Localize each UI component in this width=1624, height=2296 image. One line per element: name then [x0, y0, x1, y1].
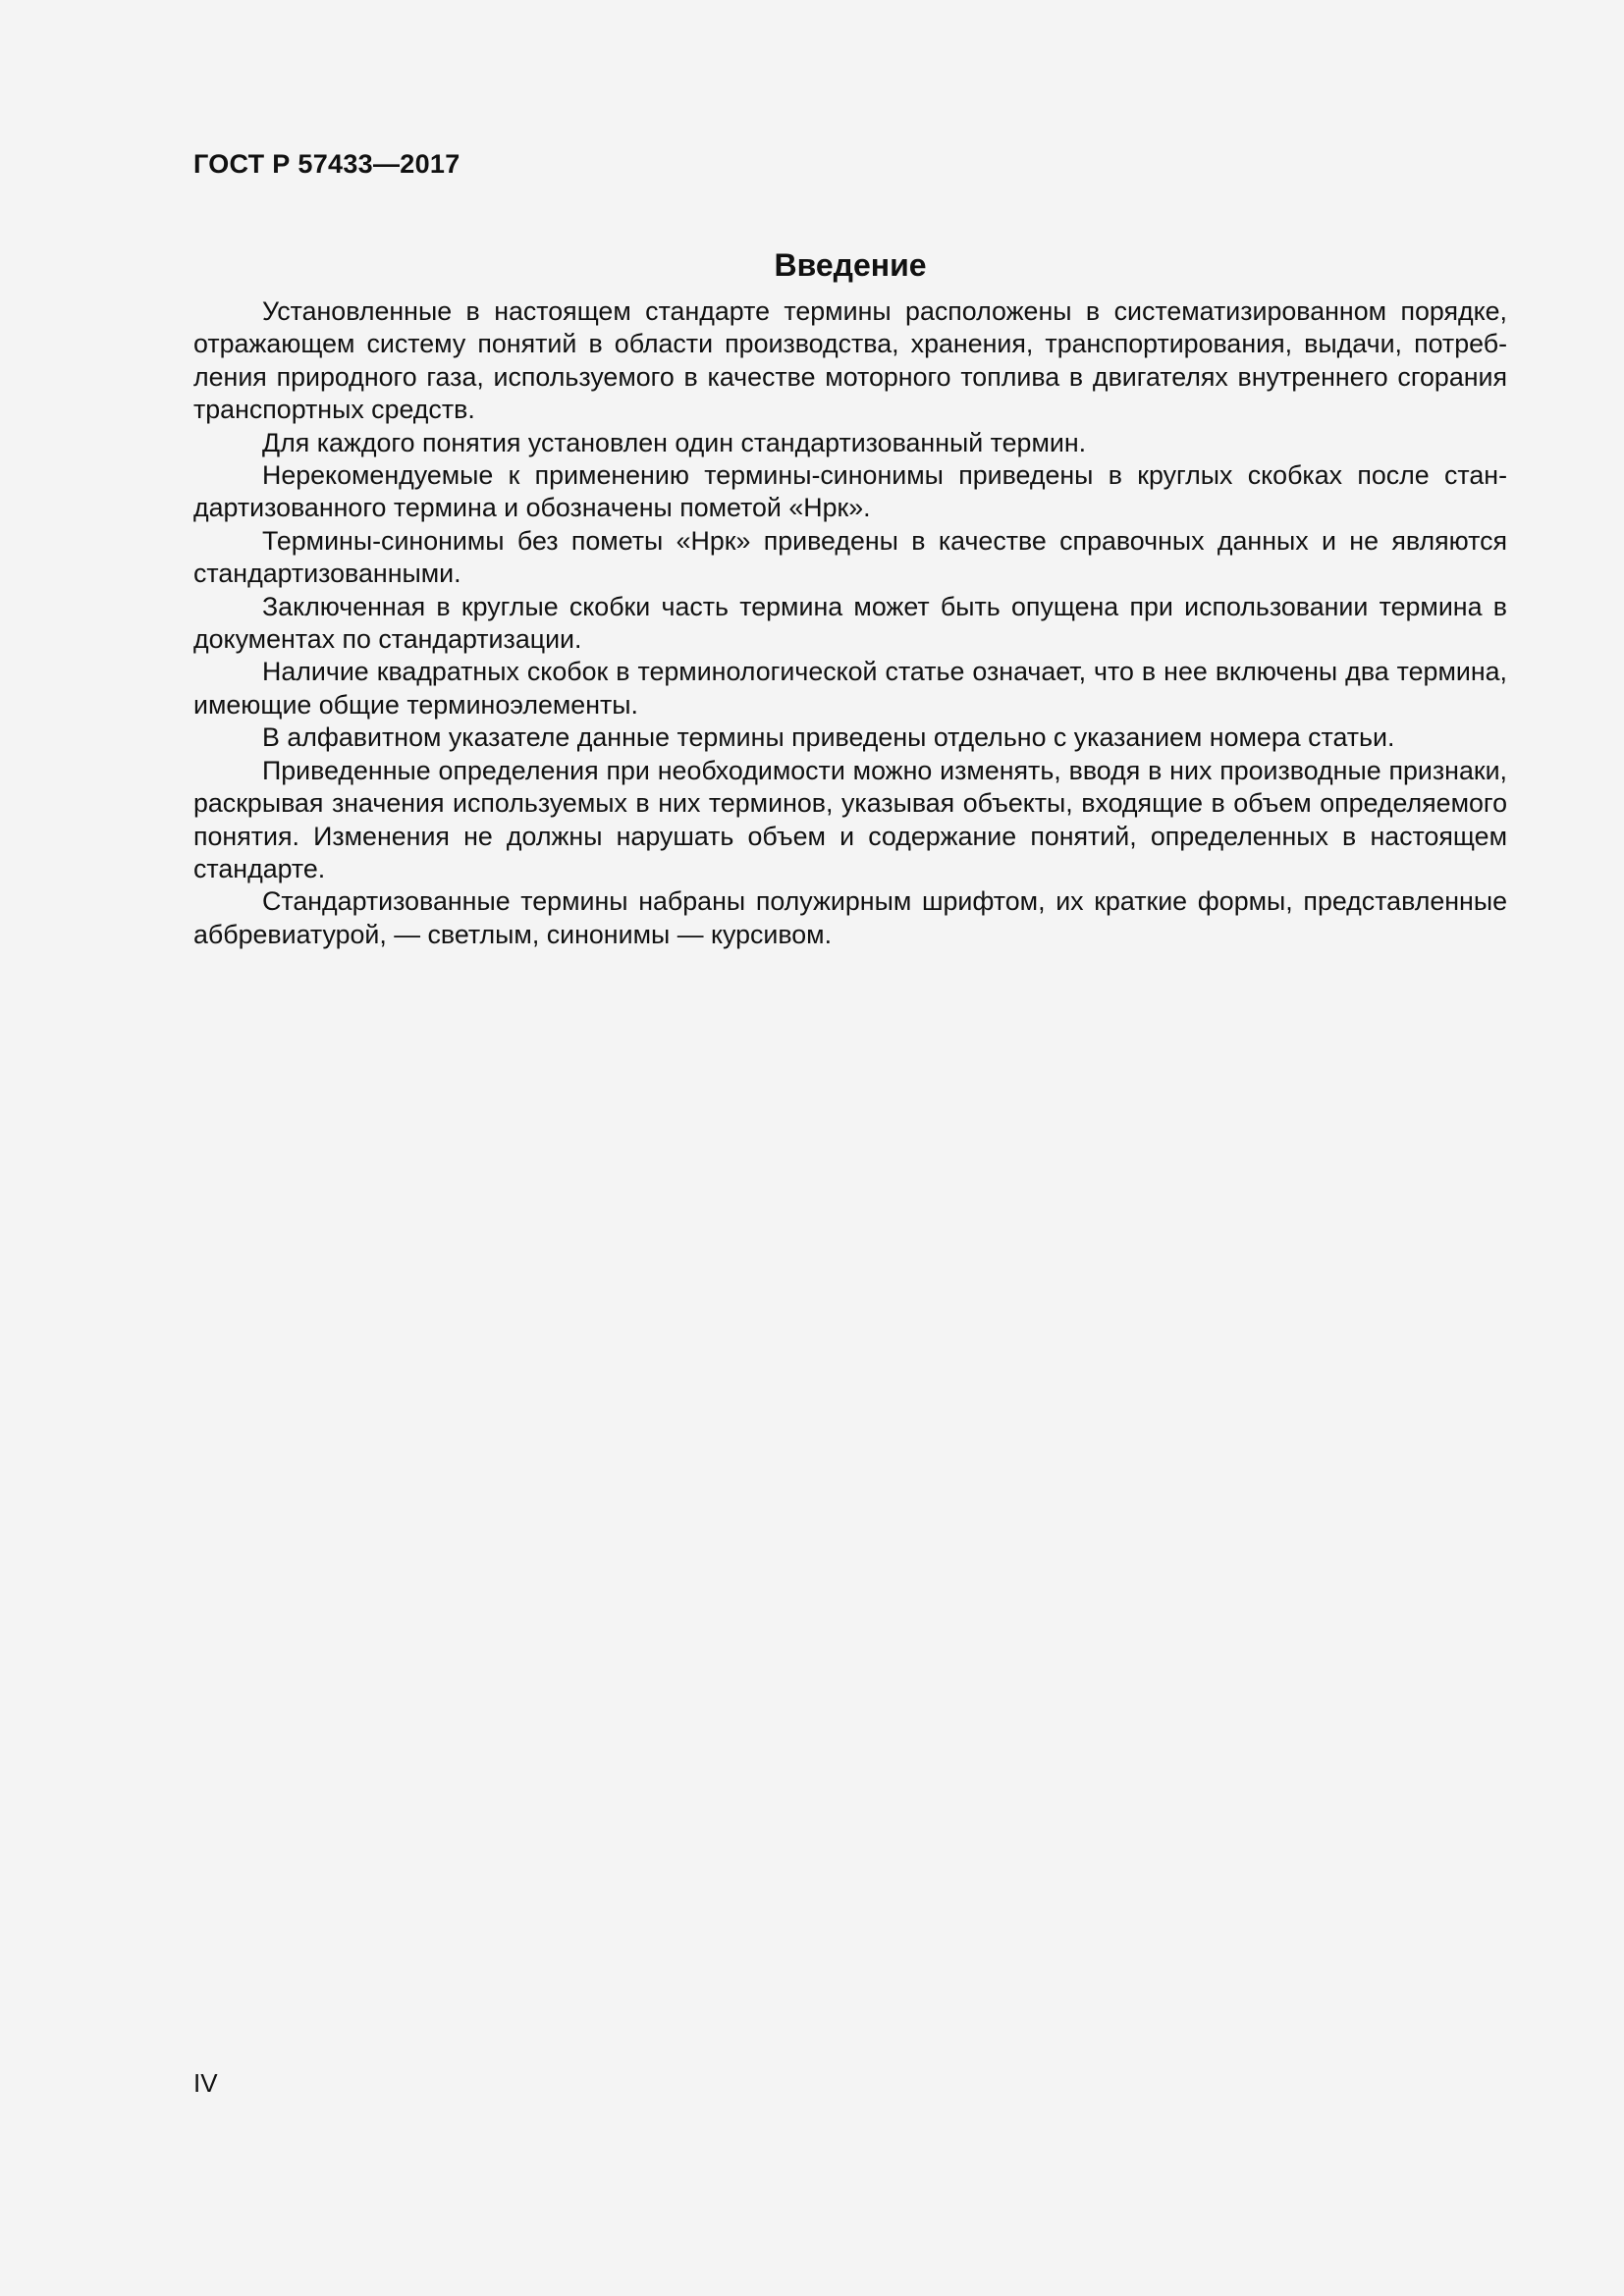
paragraph-2: Для каждого понятия установлен один стандартизованный термин. [262, 427, 1087, 457]
paragraph-6: Наличие квадратных скобок в терминологической статье означает, что в нее включены два термина, имеющие общие терминоэлементы. [193, 657, 1507, 720]
page-number: IV [193, 2068, 218, 2098]
paragraph-1: Установленные в настоящем стандарте термины расположены в систематизированном порядке, отражающем систему понятий в области производства, хранения, транспортирования, выдачи, потребления природного газа, используемого в качестве моторного топлива в двигателях внутреннего сгорания транспортных средств. [193, 296, 1507, 425]
introduction-body [193, 295, 1507, 951]
paragraph-5: Заключенная в круглые скобки часть термина может быть опущена при использовании термина в документах по стандартизации. [193, 591, 1507, 655]
paragraph-7: В алфавитном указателе данные термины приведены отдельно с указанием номера статьи. [262, 722, 1395, 753]
paragraph-3: Нерекомендуемые к применению термины-синонимы приведены в круглых скобках после стандартизованного термина и обозначены пометой «Нрк». [193, 460, 1507, 523]
paragraph-4: Термины-синонимы без пометы «Нрк» приведены в качестве справочных данных и не являются стандартизованными. [193, 525, 1507, 589]
document-header: ГОСТ Р 57433—2017 [193, 149, 460, 179]
paragraph-8: Приведенные определения при необходимости можно изменять, вводя в них производные признаки, раскрывая значения используемых в них терминов, указывая объекты, входящие в объем определяемого понятия. Изменения не должны нарушать объем и содержание понятий, определенных в настоящем стандарте. [193, 755, 1507, 883]
paragraph-9: Стандартизованные термины набраны полужирным шрифтом, их краткие формы, представленные аббревиатурой, — светлым, синонимы — курсивом. [193, 886, 1507, 949]
section-title: Введение [774, 247, 927, 284]
